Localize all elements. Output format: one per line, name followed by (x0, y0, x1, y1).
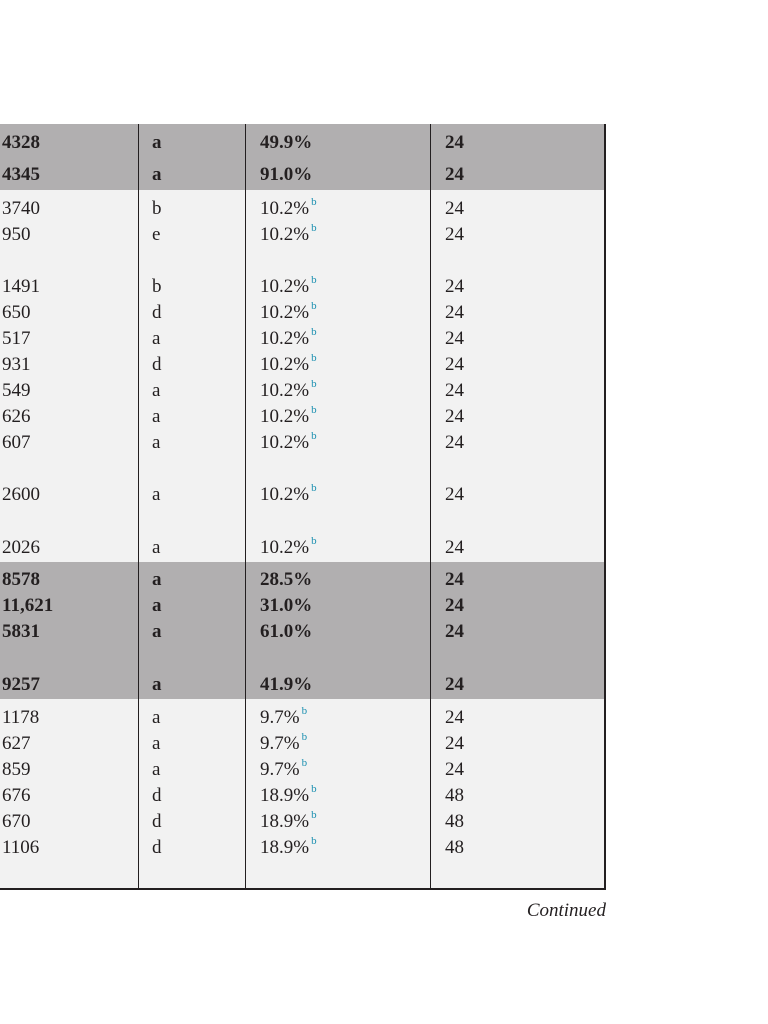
table-row (0, 672, 606, 698)
cell-count: 1106 (2, 837, 40, 858)
cell-count: 3740 (2, 198, 40, 219)
cell-hours: 24 (445, 595, 464, 616)
cell-count: 2026 (2, 537, 40, 558)
table-row (0, 352, 606, 378)
cell-grade: d (152, 302, 162, 323)
footnote-marker: b (301, 757, 308, 769)
cell-hours: 24 (445, 406, 464, 427)
cell-count: 9257 (2, 674, 40, 695)
cell-percent-value: 28.5% (260, 569, 313, 590)
cell-grade: d (152, 837, 162, 858)
cell-percent (260, 196, 317, 222)
cell-count: 931 (2, 354, 31, 375)
cell-percent-value: 49.9% (260, 132, 313, 153)
footnote-marker: b (301, 731, 308, 743)
footnote-marker: b (311, 535, 317, 547)
cell-grade: a (152, 132, 162, 153)
cell-grade: d (152, 785, 162, 806)
cell-grade: a (152, 484, 161, 505)
cell-percent (260, 705, 307, 731)
cell-grade: a (152, 328, 161, 349)
cell-hours: 24 (445, 302, 464, 323)
cell-hours: 24 (445, 484, 464, 505)
cell-percent (260, 352, 317, 378)
cell-percent (260, 130, 312, 156)
cell-hours: 24 (445, 432, 464, 453)
continued-label: Continued (526, 900, 606, 921)
table-row (0, 196, 606, 222)
cell-percent (260, 535, 317, 561)
cell-count: 5831 (2, 621, 40, 642)
cell-percent-value: 18.9% (260, 785, 310, 806)
cell-hours: 24 (445, 328, 464, 349)
cell-percent (260, 162, 312, 188)
table-row (0, 757, 606, 783)
cell-percent-value: 10.2% (260, 484, 310, 505)
table-row (0, 130, 606, 156)
footnote-marker: b (311, 783, 317, 795)
cell-percent-value: 10.2% (260, 224, 310, 245)
cell-percent-value: 10.2% (260, 354, 310, 375)
cell-percent (260, 404, 317, 430)
cell-grade: a (152, 759, 161, 780)
cell-grade: a (152, 674, 162, 695)
cell-hours: 24 (445, 674, 464, 695)
cell-percent-value: 18.9% (260, 837, 310, 858)
cell-percent-value: 18.9% (260, 811, 310, 832)
cell-percent-value: 10.2% (260, 380, 310, 401)
cell-count: 626 (2, 406, 31, 427)
cell-percent (260, 300, 317, 326)
cell-percent-value: 10.2% (260, 432, 310, 453)
cell-hours: 24 (445, 224, 464, 245)
cell-count: 8578 (2, 569, 40, 590)
cell-hours: 24 (445, 380, 464, 401)
cell-percent (260, 326, 317, 352)
table-row (0, 731, 606, 757)
cell-hours: 24 (445, 354, 464, 375)
footnote-marker: b (311, 222, 317, 234)
cell-percent (260, 835, 317, 861)
cell-grade: a (152, 537, 161, 558)
cell-percent (260, 482, 317, 508)
table-bottom-rule (0, 888, 606, 890)
cell-hours: 24 (445, 569, 464, 590)
cell-percent-value: 10.2% (260, 198, 310, 219)
cell-percent (260, 430, 317, 456)
cell-hours: 24 (445, 164, 464, 185)
table-row (0, 482, 606, 508)
cell-grade: a (152, 595, 162, 616)
cell-count: 950 (2, 224, 31, 245)
cell-count: 676 (2, 785, 31, 806)
cell-hours: 24 (445, 707, 464, 728)
footnote-marker: b (311, 300, 317, 312)
cell-count: 1178 (2, 707, 40, 728)
cell-hours: 48 (445, 811, 464, 832)
cell-hours: 24 (445, 621, 464, 642)
cell-percent (260, 731, 307, 757)
cell-grade: e (152, 224, 161, 245)
cell-percent (260, 757, 307, 783)
footnote-marker: b (311, 482, 317, 494)
footnote-marker: b (311, 809, 317, 821)
table-row (0, 222, 606, 248)
table-row (0, 535, 606, 561)
cell-percent-value: 9.7% (260, 759, 300, 780)
footnote-marker: b (311, 404, 317, 416)
cell-percent-value: 10.2% (260, 328, 310, 349)
cell-count: 4328 (2, 132, 40, 153)
cell-percent-value: 10.2% (260, 276, 310, 297)
cell-count: 4345 (2, 164, 40, 185)
cell-percent (260, 783, 317, 809)
cell-hours: 48 (445, 785, 464, 806)
table-row (0, 567, 606, 593)
cell-percent-value: 9.7% (260, 733, 300, 754)
cell-count: 627 (2, 733, 31, 754)
cell-percent (260, 274, 317, 300)
cell-grade: a (152, 569, 162, 590)
footnote-marker: b (311, 352, 317, 364)
cell-count: 517 (2, 328, 31, 349)
cell-grade: d (152, 811, 162, 832)
cell-percent-value: 91.0% (260, 164, 313, 185)
cell-percent (260, 809, 317, 835)
cell-hours: 24 (445, 537, 464, 558)
cell-count: 2600 (2, 484, 40, 505)
cell-percent (260, 593, 312, 619)
cell-percent-value: 41.9% (260, 674, 313, 695)
cell-grade: d (152, 354, 162, 375)
cell-count: 1491 (2, 276, 40, 297)
table-row (0, 300, 606, 326)
table-row (0, 593, 606, 619)
cell-percent (260, 672, 312, 698)
cell-hours: 24 (445, 733, 464, 754)
cell-count: 549 (2, 380, 31, 401)
cell-grade: a (152, 621, 162, 642)
table-row (0, 274, 606, 300)
table-row (0, 783, 606, 809)
footnote-marker: b (311, 196, 317, 208)
table-row (0, 404, 606, 430)
cell-grade: a (152, 406, 161, 427)
footnote-marker: b (311, 430, 317, 442)
cell-grade: a (152, 380, 161, 401)
cell-count: 650 (2, 302, 31, 323)
cell-hours: 24 (445, 276, 464, 297)
table-row (0, 619, 606, 645)
cell-count: 607 (2, 432, 31, 453)
cell-count: 859 (2, 759, 31, 780)
table-row (0, 835, 606, 861)
footnote-marker: b (311, 378, 317, 390)
cell-grade: a (152, 164, 162, 185)
footnote-marker: b (311, 326, 317, 338)
cell-percent-value: 61.0% (260, 621, 313, 642)
cell-percent-value: 9.7% (260, 707, 300, 728)
table-row (0, 378, 606, 404)
cell-percent (260, 378, 317, 404)
cell-percent-value: 10.2% (260, 302, 310, 323)
cell-grade: b (152, 198, 162, 219)
cell-hours: 24 (445, 759, 464, 780)
footnote-marker: b (301, 705, 308, 717)
cell-percent (260, 567, 312, 593)
cell-grade: a (152, 707, 161, 728)
cell-grade: a (152, 733, 161, 754)
cell-grade: b (152, 276, 162, 297)
cell-count: 670 (2, 811, 31, 832)
data-table (0, 124, 606, 890)
footnote-marker: b (311, 835, 317, 847)
table-row (0, 705, 606, 731)
cell-grade: a (152, 432, 161, 453)
cell-percent-value: 10.2% (260, 406, 310, 427)
table-row (0, 430, 606, 456)
cell-percent (260, 222, 317, 248)
cell-percent (260, 619, 312, 645)
cell-count: 11,621 (2, 595, 54, 616)
table-row (0, 162, 606, 188)
table-row (0, 809, 606, 835)
footnote-marker: b (311, 274, 317, 286)
cell-hours: 24 (445, 132, 464, 153)
cell-percent-value: 10.2% (260, 537, 310, 558)
cell-hours: 24 (445, 198, 464, 219)
cell-percent-value: 31.0% (260, 595, 313, 616)
cell-hours: 48 (445, 837, 464, 858)
table-row (0, 326, 606, 352)
